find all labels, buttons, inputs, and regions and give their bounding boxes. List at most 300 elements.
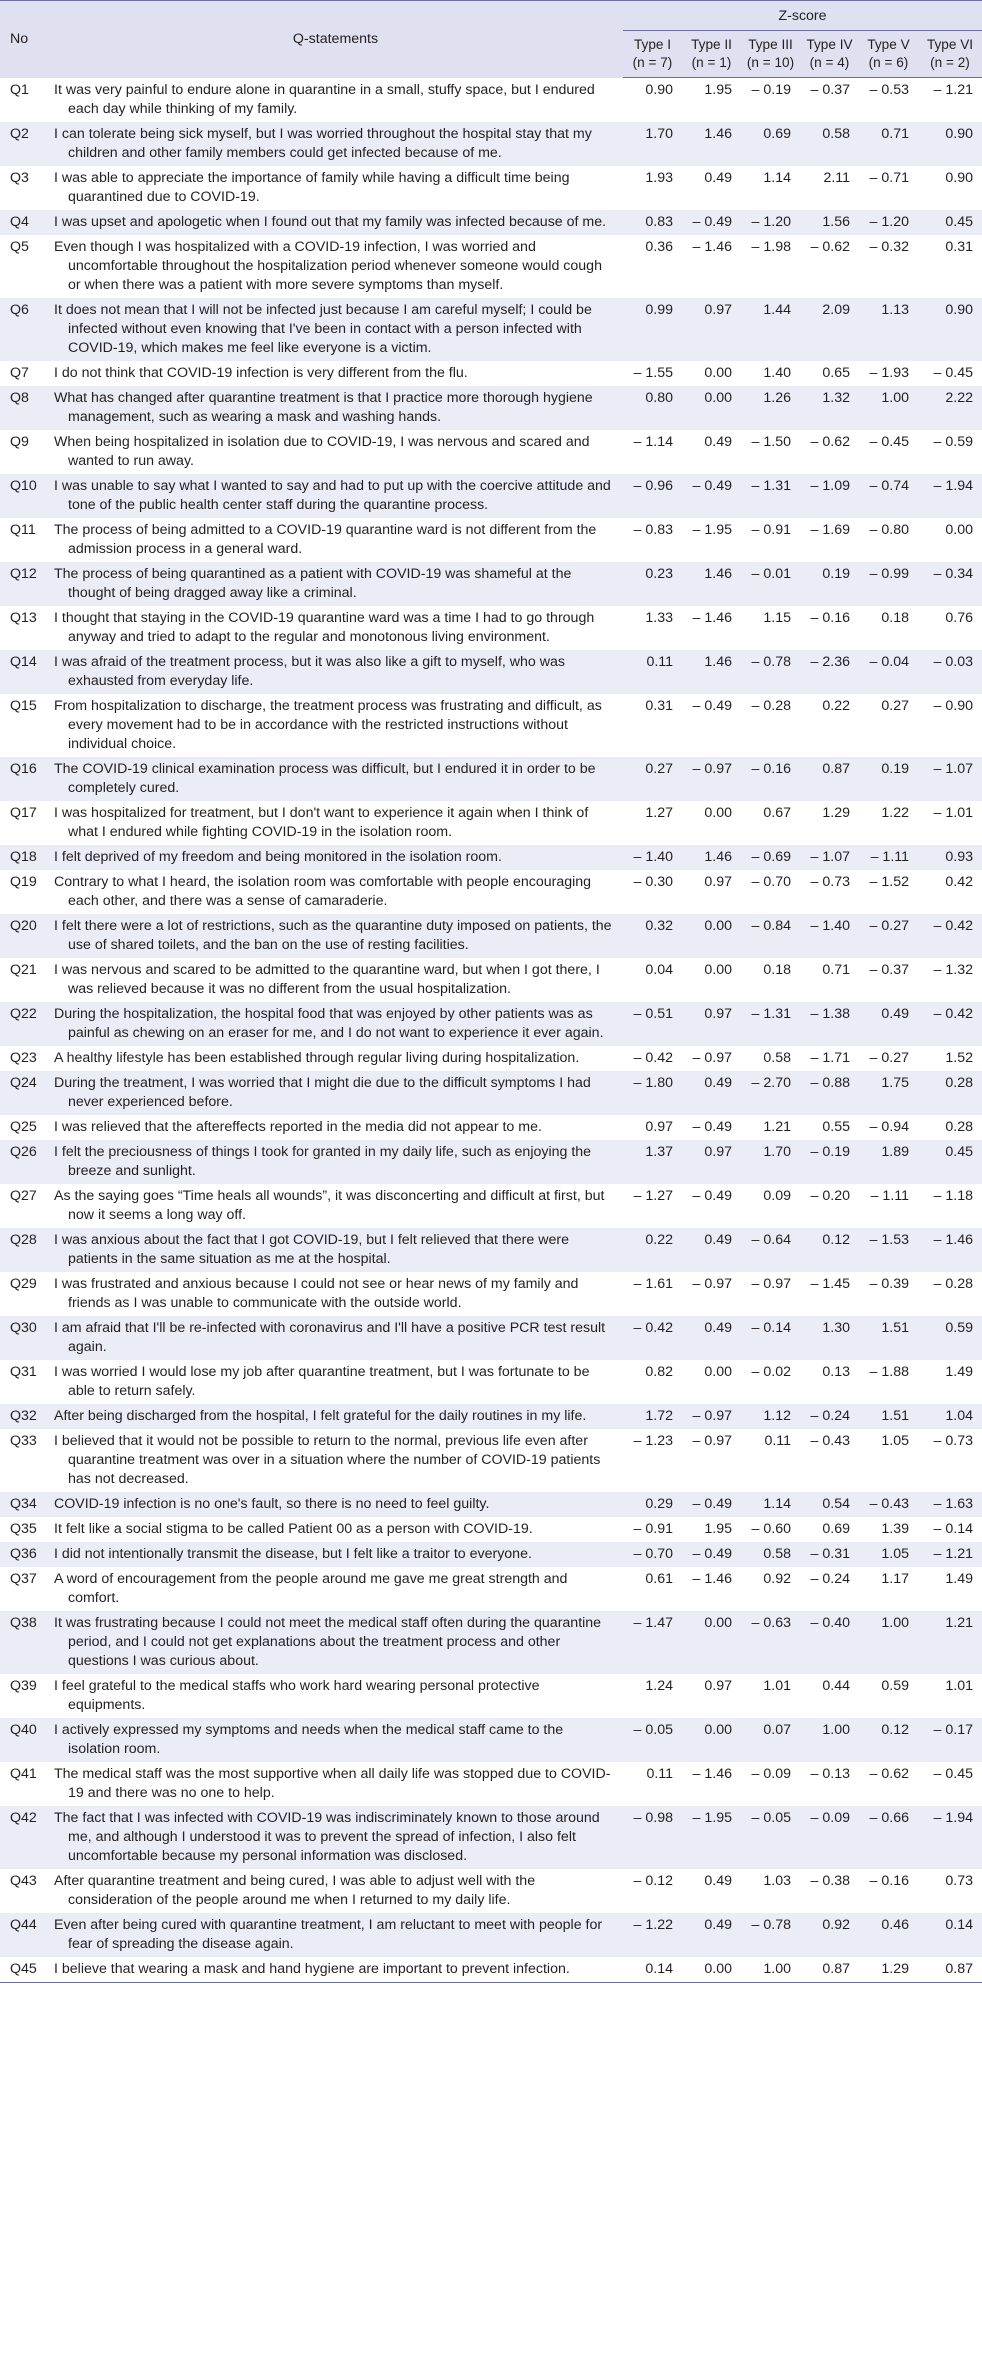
table-row: [0, 1674, 982, 1718]
zscore-value: 0.58: [741, 1542, 800, 1567]
statement-cell: [48, 518, 623, 562]
zscore-value: 0.71: [822, 961, 850, 978]
statement-text: I feel grateful to the medical staffs who work hard wearing personal protective equipments.: [54, 1677, 540, 1713]
statement-text: I was able to appreciate the importance of family while having a difficult time being quarantined due to COVID-19.: [54, 169, 570, 205]
zscore-value: – 1.53: [859, 1228, 918, 1272]
zscore-value: 1.70: [741, 1140, 800, 1184]
statement-number: Q15: [10, 697, 37, 714]
statement-text: The process of being admitted to a COVID-19 quarantine ward is not different from the admission process in a general ward.: [54, 521, 597, 557]
zscore-value: – 0.09: [751, 1765, 791, 1782]
zscore-value: 0.32: [623, 914, 682, 958]
zscore-value: – 0.37: [810, 82, 850, 98]
zscore-value: – 0.49: [682, 1542, 741, 1567]
table-row: [0, 1718, 982, 1762]
zscore-value: – 1.98: [751, 238, 791, 255]
type-sample-size: (n = 4): [809, 55, 850, 70]
table-row: [0, 430, 982, 474]
statement-text: I am afraid that I'll be re-infected with coronavirus and I'll have a positive PCR test result again.: [54, 1319, 606, 1355]
zscore-value: – 0.09: [800, 1806, 859, 1869]
zscore-value: – 1.22: [623, 1913, 682, 1957]
zscore-value: – 1.47: [623, 1611, 682, 1674]
zscore-value: 0.45: [918, 1140, 982, 1184]
statement-number: Q19: [10, 873, 37, 890]
zscore-value: 0.87: [800, 1957, 859, 1983]
table-row: [0, 1360, 982, 1404]
zscore-value: – 0.45: [933, 1765, 973, 1782]
zscore-value: – 0.04: [859, 650, 918, 694]
zscore-value: 0.12: [859, 1718, 918, 1762]
statement-text: It does not mean that I will not be infected just because I am careful myself; I could be infected without even knowing that I've been in contact with a person infected with COVID-19, which makes me feel like everyone is a victim.: [54, 301, 592, 356]
statement-number: Q28: [0, 1228, 48, 1272]
zscore-value: – 0.66: [859, 1806, 918, 1869]
zscore-value: 0.13: [822, 1363, 850, 1380]
type-name: Type III: [748, 37, 793, 52]
statement-text: I do not think that COVID-19 infection is very different from the flu.: [54, 364, 468, 381]
type-name: Type I: [633, 37, 672, 52]
statement-text: Even though I was hospitalized with a COVID-19 infection, I was worried and uncomfortable throughout the hospitalization period whenever someone would cough or when there was a patient with more severe symptoms than myself.: [54, 238, 602, 293]
statement-cell: [48, 757, 623, 801]
zscore-value: 0.87: [800, 757, 859, 801]
zscore-value: – 0.70: [623, 1542, 682, 1567]
zscore-value: – 0.17: [918, 1718, 982, 1762]
table-row: [0, 1806, 982, 1869]
statement-text: During the hospitalization, the hospital food that was enjoyed by other patients was as painful as chewing on an eraser for me, and I do not want to experience it ever again.: [54, 1005, 604, 1041]
zscore-value: 0.90: [918, 122, 982, 166]
table-row: [0, 1611, 982, 1674]
zscore-value: 1.14: [763, 169, 791, 186]
zscore-value: 0.19: [800, 562, 859, 606]
zscore-value: 1.21: [918, 1611, 982, 1674]
statement-text: It was frustrating because I could not meet the medical staff often during the quarantine period, and I could not get explanations about the treatment process and other questions I was curious about.: [54, 1614, 602, 1669]
zscore-value: 1.44: [741, 298, 800, 361]
zscore-value: – 1.07: [918, 757, 982, 801]
zscore-value: – 0.53: [869, 82, 909, 98]
zscore-value: – 1.27: [633, 1187, 673, 1204]
zscore-value: 0.83: [623, 210, 682, 235]
zscore-value: 1.12: [741, 1404, 800, 1429]
column-header-no: No: [0, 1, 48, 78]
zscore-value: 0.00: [682, 1611, 741, 1674]
zscore-value: 1.29: [822, 804, 850, 821]
zscore-value: 1.46: [682, 562, 741, 606]
table-row: [0, 650, 982, 694]
zscore-value: – 0.80: [869, 521, 909, 538]
statement-cell: [48, 1517, 623, 1542]
zscore-value: 0.22: [623, 1228, 682, 1272]
zscore-value: 1.49: [945, 1570, 973, 1587]
statement-number: Q39: [10, 1677, 37, 1694]
type-column-header: [623, 31, 682, 78]
statement-number: Q45: [0, 1957, 48, 1983]
table-row: [0, 386, 982, 430]
zscore-value: – 1.14: [633, 433, 673, 450]
zscore-value: 0.59: [918, 1316, 982, 1360]
statement-cell: [48, 1869, 623, 1913]
statement-cell: [48, 914, 623, 958]
statement-number: Q5: [10, 238, 29, 255]
zscore-value: 1.13: [859, 298, 918, 361]
zscore-value: – 0.97: [751, 1275, 791, 1292]
zscore-value: 0.00: [682, 1957, 741, 1983]
statement-cell: [48, 1360, 623, 1404]
statement-number: Q2: [0, 122, 48, 166]
zscore-value: 0.12: [800, 1228, 859, 1272]
statement-cell: [48, 474, 623, 518]
zscore-value: 0.49: [682, 1316, 741, 1360]
zscore-value: 0.76: [945, 609, 973, 626]
zscore-value: 1.01: [945, 1677, 973, 1694]
zscore-value: – 0.42: [918, 914, 982, 958]
statement-cell: [48, 430, 623, 474]
statement-number: Q36: [0, 1542, 48, 1567]
zscore-value: 1.46: [682, 122, 741, 166]
table-row: [0, 474, 982, 518]
zscore-value: – 1.88: [869, 1363, 909, 1380]
zscore-value: 0.49: [682, 1228, 741, 1272]
zscore-value: – 0.59: [933, 433, 973, 450]
zscore-value: – 1.07: [800, 845, 859, 870]
zscore-value: 0.58: [800, 122, 859, 166]
statement-text: After quarantine treatment and being cured, I was able to adjust well with the consideration of the people around me when I returned to my daily life.: [54, 1872, 536, 1908]
zscore-value: 1.30: [800, 1316, 859, 1360]
table-row: [0, 122, 982, 166]
zscore-value: 0.00: [945, 521, 973, 538]
statement-number: Q14: [0, 650, 48, 694]
zscore-value: 0.36: [645, 238, 673, 255]
zscore-value: – 1.80: [623, 1071, 682, 1115]
statement-text: The process of being quarantined as a patient with COVID-19 was shameful at the thought of being dragged away like a criminal.: [54, 565, 572, 601]
statement-number: Q27: [10, 1187, 37, 1204]
zscore-value: – 0.62: [810, 433, 850, 450]
zscore-value: – 0.62: [810, 238, 850, 255]
statement-cell: [48, 1228, 623, 1272]
zscore-value: – 0.91: [633, 1520, 673, 1537]
zscore-value: 0.11: [646, 1765, 673, 1782]
statement-cell: [48, 870, 623, 914]
statement-number: Q10: [0, 474, 48, 518]
zscore-value: 0.46: [859, 1913, 918, 1957]
zscore-value: – 1.38: [800, 1002, 859, 1046]
zscore-value: 0.97: [682, 1140, 741, 1184]
statement-cell: [48, 1272, 623, 1316]
statement-number: Q33: [10, 1432, 37, 1449]
statement-cell: [48, 606, 623, 650]
table-body: [0, 78, 982, 1983]
statement-cell: [48, 562, 623, 606]
table-row: [0, 1429, 982, 1492]
zscore-value: 1.40: [763, 364, 791, 381]
zscore-value: 0.97: [704, 1677, 732, 1694]
type-sample-size: (n = 10): [746, 55, 795, 70]
zscore-value: – 0.73: [933, 1432, 973, 1449]
zscore-value: – 0.28: [751, 697, 791, 714]
statement-number: Q37: [10, 1570, 37, 1587]
zscore-value: 1.75: [859, 1071, 918, 1115]
zscore-value: 0.71: [859, 122, 918, 166]
statement-number: Q34: [0, 1492, 48, 1517]
statement-number: Q21: [10, 961, 37, 978]
zscore-value: 0.29: [623, 1492, 682, 1517]
table-row: [0, 1913, 982, 1957]
zscore-value: – 0.84: [741, 914, 800, 958]
table-header: [0, 1, 982, 78]
column-header-statements: Q-statements: [48, 1, 623, 78]
statement-number: Q31: [10, 1363, 37, 1380]
statement-number: Q42: [0, 1806, 48, 1869]
zscore-value: 1.01: [763, 1677, 791, 1694]
zscore-value: 0.49: [682, 1913, 741, 1957]
table-row: [0, 166, 982, 210]
statement-number: Q8: [0, 386, 48, 430]
zscore-value: 0.28: [918, 1071, 982, 1115]
zscore-value: 1.05: [881, 1432, 909, 1449]
table-row: [0, 1404, 982, 1429]
zscore-value: 1.17: [881, 1570, 909, 1587]
zscore-value: – 0.38: [810, 1872, 850, 1889]
type-sample-size: (n = 7): [632, 55, 673, 70]
zscore-value: – 0.96: [623, 474, 682, 518]
zscore-value: – 0.78: [741, 650, 800, 694]
zscore-value: 0.92: [800, 1913, 859, 1957]
zscore-value: – 0.24: [800, 1404, 859, 1429]
table-row: [0, 1272, 982, 1316]
table-row: [0, 1517, 982, 1542]
zscore-value: 1.00: [800, 1718, 859, 1762]
statement-cell: [48, 1404, 623, 1429]
zscore-value: – 0.40: [800, 1611, 859, 1674]
statement-number: Q17: [10, 804, 37, 821]
zscore-value: 0.65: [822, 364, 850, 381]
table-row: [0, 298, 982, 361]
zscore-value: 0.69: [822, 1520, 850, 1537]
statement-number: Q32: [0, 1404, 48, 1429]
zscore-value: – 0.13: [810, 1765, 850, 1782]
zscore-value: – 1.94: [918, 474, 982, 518]
zscore-value: 1.39: [881, 1520, 909, 1537]
zscore-value: 0.80: [623, 386, 682, 430]
statement-cell: [48, 1046, 623, 1071]
zscore-value: 1.27: [645, 804, 673, 821]
zscore-value: 0.90: [645, 82, 673, 98]
zscore-value: 1.56: [800, 210, 859, 235]
zscore-value: – 0.27: [859, 914, 918, 958]
zscore-value: 0.14: [623, 1957, 682, 1983]
zscore-value: 2.11: [823, 169, 850, 186]
statement-number: Q11: [10, 521, 36, 538]
zscore-divider: [623, 30, 982, 31]
statement-cell: [48, 1002, 623, 1046]
table-row: [0, 1184, 982, 1228]
zscore-value: 0.04: [645, 961, 673, 978]
statement-number: Q24: [0, 1071, 48, 1115]
zscore-value: 1.32: [800, 386, 859, 430]
statement-text: During the treatment, I was worried that I might die due to the difficult symptoms I had never experienced before.: [54, 1074, 591, 1110]
zscore-value: – 0.16: [810, 609, 850, 626]
zscore-value: 1.37: [623, 1140, 682, 1184]
zscore-value: – 1.31: [741, 1002, 800, 1046]
zscore-value: 1.00: [859, 386, 918, 430]
table-row: [0, 914, 982, 958]
statement-cell: [48, 166, 623, 210]
statement-cell: [48, 1957, 623, 1983]
zscore-value: – 1.93: [869, 364, 909, 381]
zscore-value: 0.00: [704, 961, 732, 978]
zscore-value: – 0.42: [918, 1002, 982, 1046]
zscore-value: – 1.32: [933, 961, 973, 978]
zscore-value: 0.31: [645, 697, 673, 714]
zscore-value: 0.14: [918, 1913, 982, 1957]
zscore-value: 0.54: [800, 1492, 859, 1517]
zscore-value: – 0.45: [869, 433, 909, 450]
table-row: [0, 1567, 982, 1611]
table-row: [0, 1316, 982, 1360]
zscore-value: – 0.34: [918, 562, 982, 606]
zscore-value: 0.09: [763, 1187, 791, 1204]
statement-number: Q43: [10, 1872, 37, 1889]
zscore-value: – 0.42: [633, 1049, 673, 1066]
statement-number: Q26: [0, 1140, 48, 1184]
zscore-value: 0.97: [682, 1002, 741, 1046]
zscore-value: – 0.16: [741, 757, 800, 801]
statement-number: Q7: [10, 364, 29, 381]
zscore-value: 0.27: [881, 697, 909, 714]
table-row: [0, 1046, 982, 1071]
zscore-value: – 0.49: [692, 697, 732, 714]
statement-number: Q29: [10, 1275, 37, 1292]
zscore-value: – 1.31: [741, 474, 800, 518]
zscore-value: 1.03: [763, 1872, 791, 1889]
zscore-value: 0.44: [822, 1677, 850, 1694]
zscore-value: 1.15: [763, 609, 791, 626]
statement-text: I felt there were a lot of restrictions, such as the quarantine duty imposed on patients, the use of shared toilets, and the ban on the use of resting facilities.: [54, 917, 612, 953]
table-row: [0, 78, 982, 122]
zscore-value: – 0.64: [741, 1228, 800, 1272]
statement-number: Q23: [10, 1049, 37, 1066]
zscore-value: – 1.95: [682, 1806, 741, 1869]
zscore-value: 0.00: [682, 1718, 741, 1762]
statement-number: Q41: [10, 1765, 37, 1782]
zscore-value: 0.11: [764, 1432, 791, 1449]
zscore-value: – 1.46: [692, 1765, 732, 1782]
statement-cell: [48, 1429, 623, 1492]
zscore-value: 2.09: [800, 298, 859, 361]
statement-cell: [48, 1718, 623, 1762]
zscore-value: – 0.51: [623, 1002, 682, 1046]
zscore-value: – 1.61: [633, 1275, 673, 1292]
statement-cell: [48, 1316, 623, 1360]
zscore-value: – 0.83: [633, 521, 673, 538]
zscore-value: – 0.45: [933, 364, 973, 381]
zscore-value: 1.29: [859, 1957, 918, 1983]
zscore-value: – 2.36: [800, 650, 859, 694]
zscore-value: 0.90: [918, 298, 982, 361]
zscore-value: – 0.19: [751, 82, 791, 98]
zscore-value: – 0.62: [869, 1765, 909, 1782]
zscore-value: – 0.31: [800, 1542, 859, 1567]
zscore-value: 1.04: [918, 1404, 982, 1429]
statement-number: Q16: [0, 757, 48, 801]
type-name: Type VI: [926, 37, 974, 52]
table-row: [0, 210, 982, 235]
zscore-value: – 1.20: [859, 210, 918, 235]
statement-text: I was unable to say what I wanted to say and had to put up with the coercive attitude and tone of the public health center staff during the quarantine process.: [54, 477, 611, 513]
table-row: [0, 845, 982, 870]
zscore-value: – 0.60: [751, 1520, 791, 1537]
zscore-value: 0.07: [741, 1718, 800, 1762]
zscore-value: 0.99: [623, 298, 682, 361]
table-row: [0, 1492, 982, 1517]
table-row: [0, 1140, 982, 1184]
zscore-value: – 1.55: [633, 364, 673, 381]
statement-text: What has changed after quarantine treatment is that I practice more thorough hygiene management, such as wearing a mask and washing hands.: [54, 389, 593, 425]
statement-text: I felt the preciousness of things I took for granted in my daily life, such as enjoying the breeze and sunlight.: [54, 1143, 592, 1179]
statement-text: I thought that staying in the COVID-19 quarantine ward was a time I had to go through anyway and tried to adapt to the regular and monotonous living environment.: [54, 609, 595, 645]
zscore-value: – 0.98: [623, 1806, 682, 1869]
zscore-value: 1.05: [859, 1542, 918, 1567]
zscore-value: – 1.69: [810, 521, 850, 538]
table-row: [0, 1957, 982, 1983]
statement-cell: [48, 361, 623, 386]
statement-text: As the saying goes “Time heals all wounds”, it was disconcerting and difficult at first, but now it seems a long way off.: [54, 1187, 605, 1223]
zscore-value: 0.18: [881, 609, 909, 626]
statement-text: COVID-19 infection is no one's fault, so there is no need to feel guilty.: [54, 1495, 490, 1512]
statement-number: Q12: [0, 562, 48, 606]
zscore-value: – 0.28: [933, 1275, 973, 1292]
zscore-value: 0.49: [704, 433, 732, 450]
statement-cell: [48, 210, 623, 235]
statement-text: I was frustrated and anxious because I could not see or hear news of my family and friends as I was unable to communicate with the outside world.: [54, 1275, 579, 1311]
zscore-value: – 0.94: [869, 1118, 909, 1135]
statement-number: Q13: [10, 609, 37, 626]
zscore-value: 1.51: [859, 1404, 918, 1429]
zscore-value: 1.26: [741, 386, 800, 430]
zscore-value: – 0.74: [859, 474, 918, 518]
type-name: Type IV: [806, 37, 853, 52]
zscore-value: – 1.46: [692, 609, 732, 626]
zscore-value: – 0.01: [741, 562, 800, 606]
statement-text: I was worried I would lose my job after quarantine treatment, but I was fortunate to be able to return safely.: [54, 1363, 590, 1399]
statement-text: The fact that I was infected with COVID-19 was indiscriminately known to those around me, and although I understood it was to prevent the spread of infection, I also felt uncomfortable because my personal information was disclosed.: [54, 1809, 600, 1864]
zscore-value: – 0.73: [810, 873, 850, 890]
zscore-value: – 1.01: [933, 804, 973, 821]
statement-cell: [48, 1567, 623, 1611]
statement-cell: [48, 694, 623, 757]
table-row: [0, 606, 982, 650]
statement-number: Q44: [0, 1913, 48, 1957]
zscore-value: 0.00: [704, 364, 732, 381]
zscore-value: – 0.49: [682, 474, 741, 518]
zscore-value: 0.45: [918, 210, 982, 235]
zscore-value: – 0.97: [692, 1432, 732, 1449]
zscore-value: 0.49: [682, 1071, 741, 1115]
statement-text: A healthy lifestyle has been established through regular living during hospitalization.: [54, 1049, 580, 1066]
zscore-value: 0.92: [763, 1570, 791, 1587]
zscore-value: 0.00: [704, 804, 732, 821]
zscore-value: 0.28: [945, 1118, 973, 1135]
statement-cell: [48, 1611, 623, 1674]
zscore-value: – 0.97: [682, 757, 741, 801]
zscore-value: 1.22: [881, 804, 909, 821]
table-row: [0, 958, 982, 1002]
zscore-value: – 0.88: [800, 1071, 859, 1115]
zscore-value: – 1.21: [918, 1542, 982, 1567]
statement-text: I was afraid of the treatment process, but it was also like a gift to myself, who was exhausted from everyday life.: [54, 653, 565, 689]
statement-number: Q30: [0, 1316, 48, 1360]
zscore-value: – 0.37: [869, 961, 909, 978]
table-row: [0, 1071, 982, 1115]
zscore-value: – 1.94: [918, 1806, 982, 1869]
zscore-value: 1.21: [763, 1118, 791, 1135]
